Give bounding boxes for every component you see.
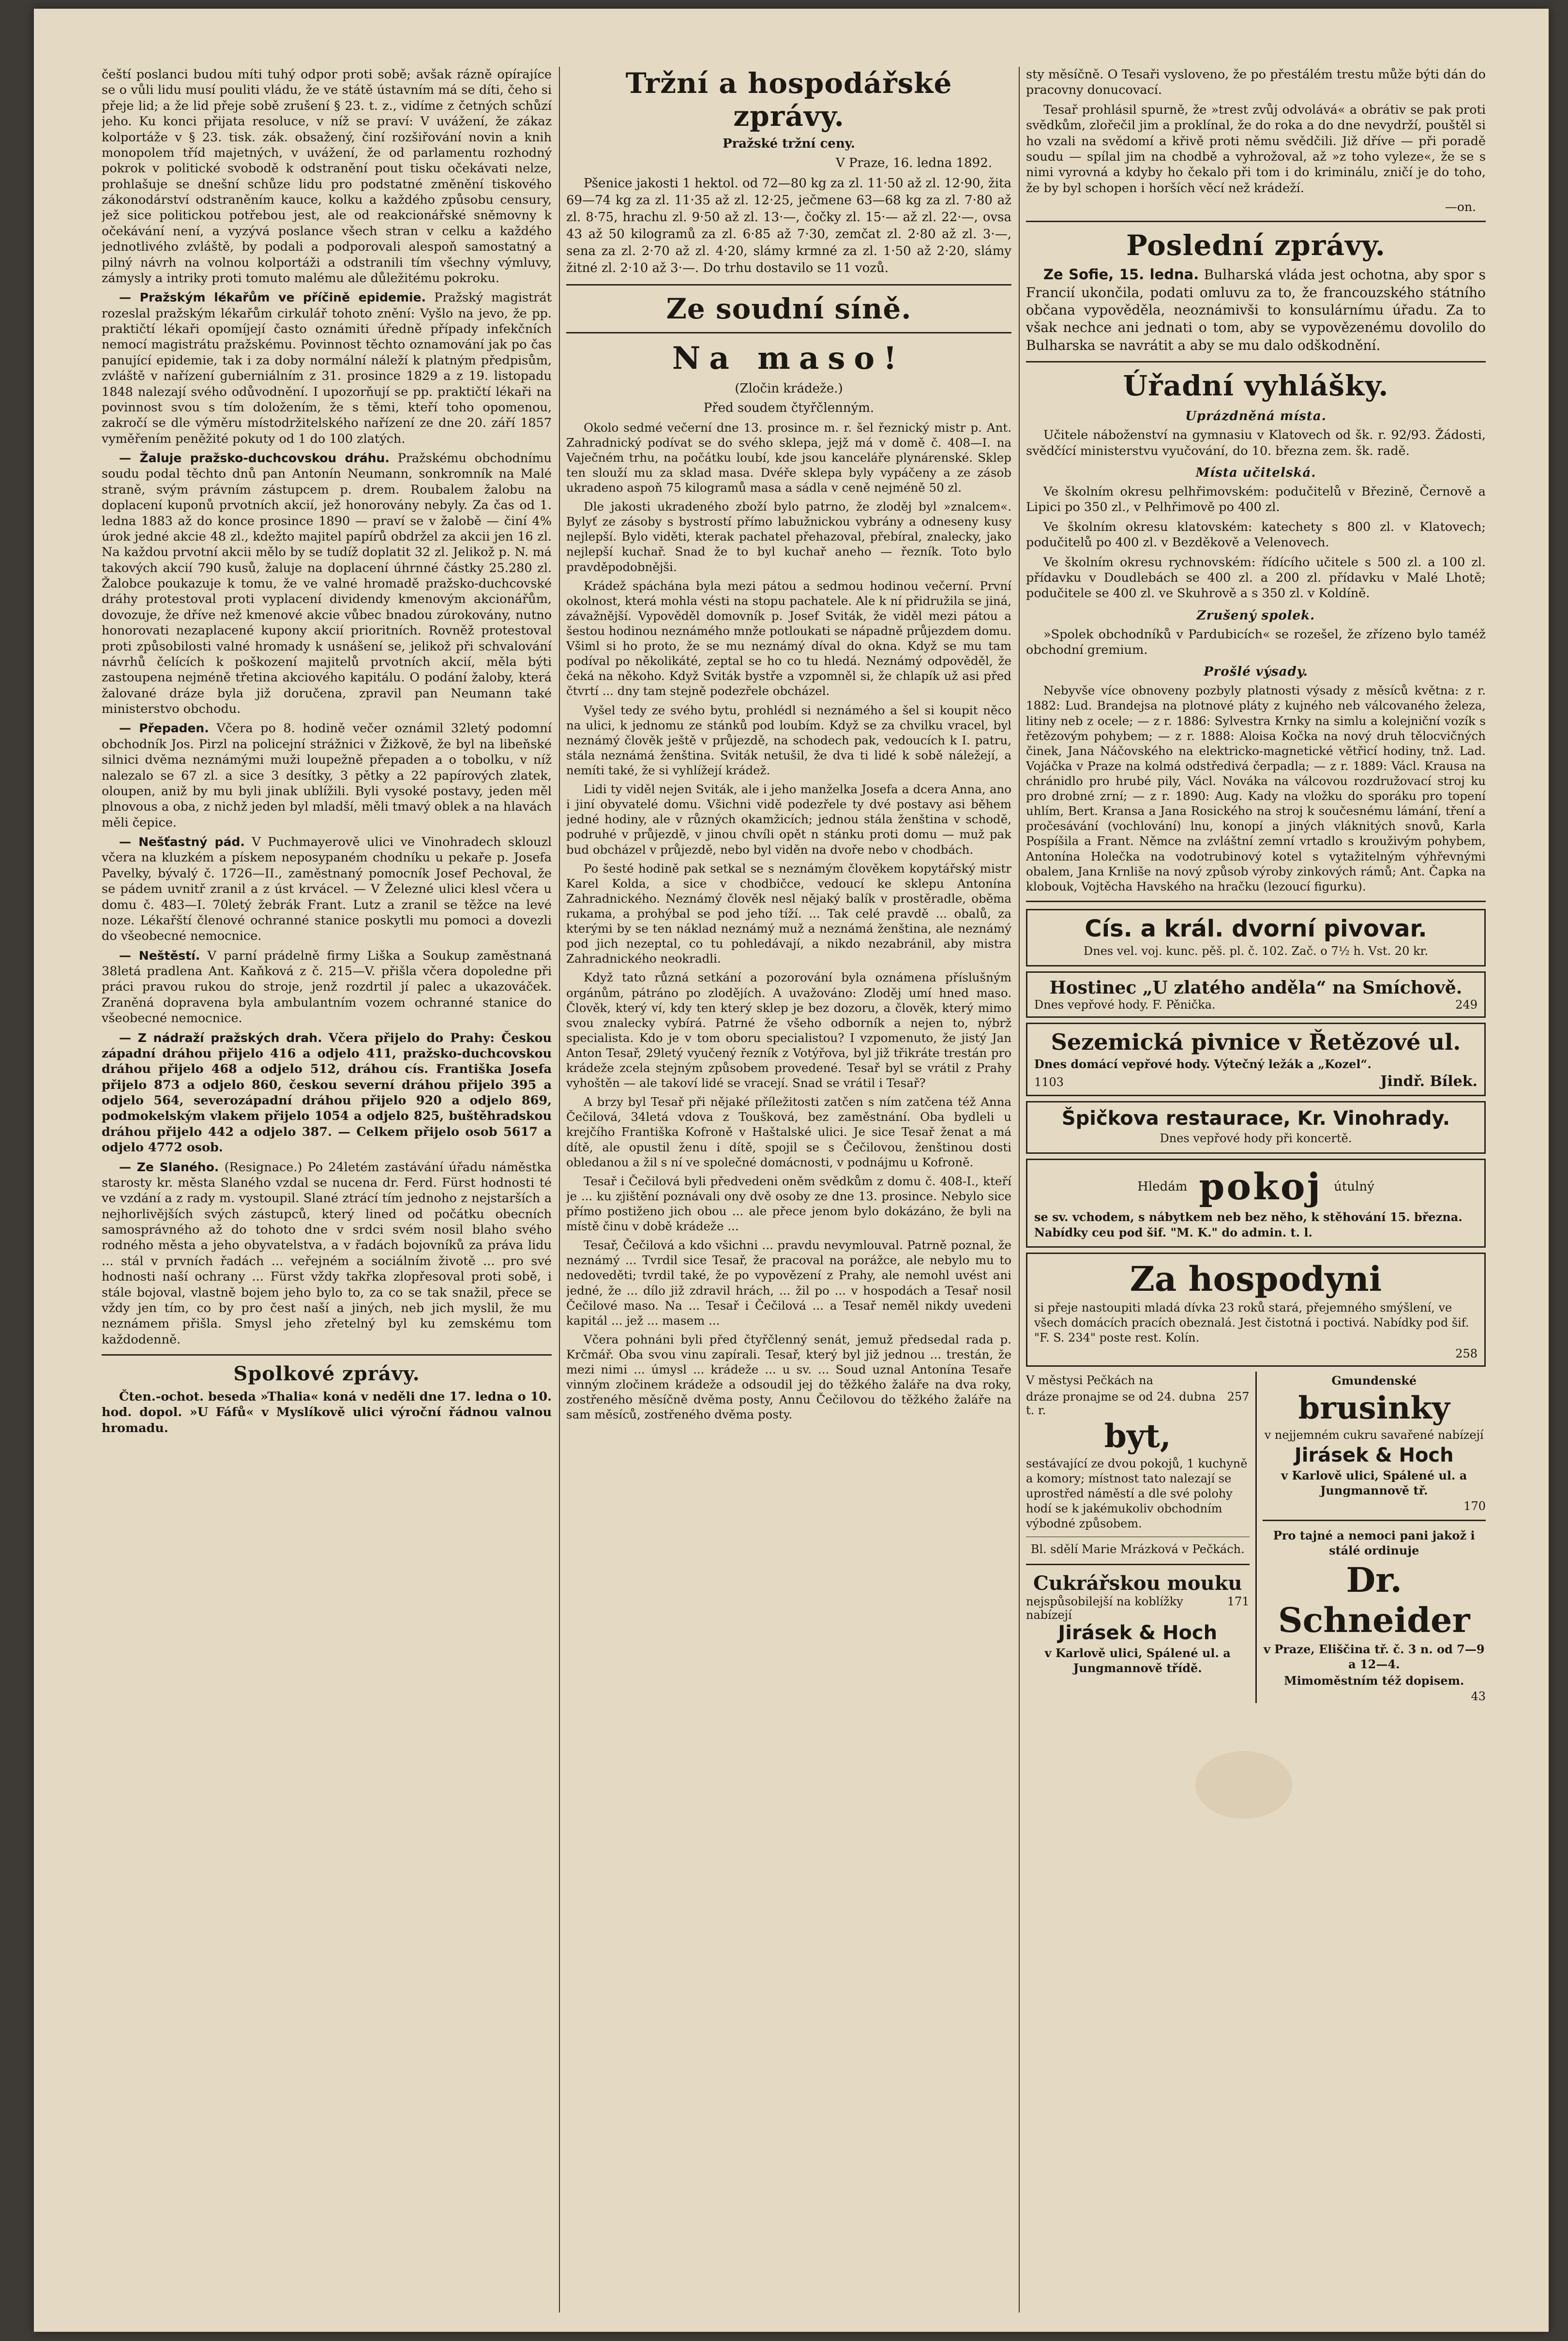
ad-title: Za hospodyni: [1130, 1258, 1382, 1299]
ad-text: Pro tajné a nemoci pani jakož i stálé ordinuje: [1273, 1528, 1475, 1558]
news-headline: — Z nádraží pražských drah.: [119, 1030, 322, 1045]
ad-firm: Jirásek & Hoch: [1294, 1444, 1454, 1466]
notice-paragraph: Ve školním okresu rychnovském: řídícího učitele s 500 zl. a 100 zl. přídavku v Doudlebách se 400 zl. a 200 zl. přídavku v Malé Lhotě; podučitele se 400 zl. ve Skuhrově a s 350 zl. v Koldíně.: [1026, 555, 1486, 601]
news-body: Včera po 8. hodině večer oznámil 32letý podomní obchodník Jos. Pirzl na policejní strážnici v Žižkově, že byl na libeňské silnici dvěma neznámými muži loupežně přepaden a o tobolku, v níž nalezalo se 67 zl. a sice 3 desítky, 3 pětky a 22 papírových zlatek, oloupen, aniž by mu byli jinak ublížili. Byli vysoké postavy, jeden měl plnovous a oba, z nichž jeden byl mladší, měli tmavý oblek a na hlavách měli čepice.: [102, 721, 552, 830]
ad-title: Hostinec „U zlatého anděla“ na Smíchově.: [1049, 978, 1462, 998]
news-item: [102, 451, 552, 717]
news-item: [102, 1160, 552, 1348]
news-body: Pražskému obchodnímu soudu podal těchto dnů pan Antonín Neumann, sonkromník na Malé straně, svým právním zástupcem p. drem. Roubalem žalobu na doplacení kuponů prvotních akcií, jež honorovány nebyly. Za čas od 1. ledna 1883 až do konce prosince 1890 — praví se v žalobě — činí 4% úrok jedné akcie 48 zl., kdežto majitel papírů obdržel za akcii jen 16 zl. Na každou prvotní akcii mělo by se tudíž doplatit 32 zl. Jelikož p. N. má takových akcií 790 kusů, žaluje na doplacení úhrnné částky 25.280 zl. Žalobce poukazuje k tomu, že ve valné hromadě pražsko-duchcovské dráhy protestoval proti vyplacení dividendy kmenovým akcionářům, dovozuje, že dříve než kmenové akcie vůbec bnadou zúrokovány, nutno honorovati nezaplacené kupony akcií prioritních. Rovněž protestoval proti způsobilosti valné hromady k usnášení se, jelikož při schvalování návrhů čelících k poškození majitelů prvotních akcií, měla býti zastoupena nejméně třetina akciového kapitálu. O podání žaloby, která žalované dráze byla již doručena, zpravil pan Neumann také ministerstvo obchodu.: [102, 451, 552, 716]
subheading: Místa učitelská.: [1195, 466, 1316, 480]
ad-text: sestávající ze dvou pokojů, 1 kuchyně a komory; místnost tato nalezají se uprostřed náměstí a dle své polohy hodí se k jakémukoliv obchodním výbodné způsobem.: [1026, 1456, 1248, 1531]
section-rule: [1026, 221, 1486, 222]
column-3: [1026, 67, 1486, 2312]
ad-title: Sezemická pivnice v Řetězové ul.: [1051, 1029, 1461, 1056]
subheading: Zrušený spolek.: [1196, 608, 1315, 623]
newspaper-page: [34, 9, 1549, 2332]
article-paragraph: Krádež spáchána byla mezi pátou a sedmou hodinou večerní. První okolnost, která mohla vésti na stopu pachatele. Ale k ní přidružila se jiná, závažnější. Vypověděl domovník p. Josef Sviták, že viděl mezi pátou a šestou hodinou neznámého mnže potloukati se nápadně průjezdem domu. Všiml si ho proto, že se mu neznámý díval do okna. Když se mu tam podíval po několikáté, zeptal se ho co tu hledá. Neznámý odpověděl, že čeká na někoho. Když Sviták bystře a vzpomněl si, že chlapík už asi před čtvrtí ... dny tam stejně podezřele obcházel.: [566, 578, 1011, 698]
article-paragraph: Tesař i Čečilová byli předvedeni oněm svědkům z domu č. 408-I., kteří je ... ku zjištění poznávali ony dvě osoby ze dne 13. prosince. Nebylo sice přímo postiženo jich obou ... ale přece jenom bylo dokázáno, že byli na místě činu v době krádeže ...: [566, 1174, 1011, 1234]
ad-rule: [1263, 1520, 1486, 1521]
column-1: [102, 67, 552, 2312]
author-signature: —on.: [1445, 200, 1476, 214]
ad-signature: Bl. sdělí Marie Mrázková v Pečkách.: [1030, 1542, 1245, 1556]
article-paragraph: Když tato různá setkání a pozorování byla oznámena příslušným orgánům, pátráno po zlodějích. A uvažováno: Zloděj umí hned maso. Člověk, který ví, kdy ten který sklep je bez dozoru, a člověk, který mimo svou znalecky vybírá. Patrné že všeho odborník a nejen to, nýbrž specialista. Kdo je v tom oboru specialistou? I vzpomenuto, že jistý Jan Anton Tesař, 29letý vyučený řezník z Votýřova, byl již třikráte trestán pro krádeže zcela stejným způsobem provedené. Tesař byl se vrátil z Prahy vyhoštěn — ale takoví lidé se vracejí. Snad se vrátil i Tesař?: [566, 970, 1011, 1090]
notice-paragraph: Učitele náboženství na gymnasiu v Klatovech od šk. r. 92/93. Žádosti, svědčící ministerstvu vyučování, do 10. března zem. šk. radě.: [1026, 428, 1486, 458]
ad-title: Cukrářskou mouku: [1033, 1571, 1242, 1595]
news-body: V Puchmayerově ulici ve Vinohradech sklouzl včera na kluzkém a pískem neposypaném chodníku u pekaře p. Josefa Pavelky, bývalý č. 1726—II., zaměstnaný pomocník Josef Pechoval, že se pádem uvnitř zranil a z úst krvácel. — V Železné ulici klesl včera u domu č. 483—I. 70letý žebrák Frant. Lutz a zranil se těžce na levé noze. Lékařští členové ochranné stanice poskytli mu pomoci a dovezli do všeobecné nemocnice.: [102, 835, 552, 944]
ad-text: Mimoměstním též dopisem.: [1284, 1673, 1464, 1688]
section-rule: [1026, 361, 1486, 362]
news-body: Bulharská vláda jest ochotna, aby spor s Francií ukončila, podati omluvu za to, že francouzského státního občana vypověděla, neoznámivši to konsulárnímu úřadu. Za to však nechce ani jednati o tom, aby se vypovězenému dovolilo do Bulharska se navrátit a aby se mu dalo odškodnění.: [1026, 267, 1486, 353]
ad-brusinky: [1257, 1372, 1486, 1703]
section-rule: [566, 284, 1011, 286]
article-paragraph: Lidi ty viděl nejen Sviták, ale i jeho manželka Josefa a dcera Anna, ano i jiní obyvatelé domu. Všichni vidě podezřele ty dvé postavy asi během jedné hodiny, ale v různých okamžicích; jednou stála ženština v schodě, podruhé v průjezdě, v jinou chvíli opět n stánku proti domu — muž pak bud obcházel v průjezdě, nebo byl viděn na dvoře nebo v chodbách.: [566, 782, 1011, 857]
news-item: [102, 948, 552, 1027]
news-body: (Resignace.) Po 24letém zastávání úřadu náměstka starosty kr. města Slaného vzdal se nucena dr. Ferd. Fürst hodnosti té ve vzdání a z rady m. vystoupil. Slané ztrácí tím jednoho z nejstarších a nejhorlivějších svých zástupců, který lined od počátku obecních samosprávného až do tohoto dne v srdci svém nosil blaho svého rodného města a jeho obyvatelstva, a v řadách bojovníků za práva lidu ... stál v prvních řadách ... veřejném a sociálním životě ... pro své hodnosti naší ochrany ... Fürst vždy takřka zlopřesoval proti sobě, i stále bojoval, vlastně bojem jeho bylo to, za co se tak snažil, přece se vždy jen tím, co by pro čest naší a jiných, neb jich myslil, že mu neznámem přišla. Smysl jeho zřetelný byl ku zemskému tom každodenně.: [102, 1160, 552, 1347]
ad-text: Dnes vepřové hody při koncertě.: [1160, 1132, 1352, 1146]
subheading: Prošlé výsady.: [1204, 665, 1308, 680]
notice-paragraph: Ve školním okresu pelhřimovském: podučitelů v Březině, Černově a Lipici po 350 zl., v Pelhřimově po 400 zl.: [1026, 484, 1486, 515]
ad-text: Gmundenské: [1331, 1374, 1417, 1388]
ad-number: 258: [1455, 1347, 1478, 1361]
ad-text: Dnes vepřové hody. F. Pěnička.: [1034, 998, 1216, 1012]
ad-title: brusinky: [1298, 1389, 1450, 1426]
ad-signature: Jindř. Bílek.: [1380, 1073, 1478, 1090]
ad-title: Špičkova restaurace, Kr. Vinohrady.: [1061, 1107, 1450, 1130]
subheading-ceny: Pražské tržní ceny.: [723, 136, 855, 151]
column-divider: [1019, 67, 1020, 2312]
news-item: [102, 1030, 552, 1156]
article-title: Na maso!: [672, 340, 906, 377]
news-headline: — Neštěstí.: [119, 948, 200, 963]
ad-text: si přeje nastoupiti mladá dívka 23 roků stará, přejemného smýšlení, ve všech domácích pracích obeznalá. Jest čistotná i poctivá. Nabídky pod šif. "F. S. 234" poste rest. Kolín.: [1034, 1300, 1469, 1345]
ad-row: [1034, 1073, 1478, 1090]
ad-firm: Jirásek & Hoch: [1058, 1621, 1218, 1644]
article-subtitle: Před soudem čtyřčlenným.: [703, 400, 874, 415]
ad-title: Dr. Schneider: [1278, 1559, 1470, 1640]
ad-text: nejspůsobilejší na koblížky nabízejí: [1026, 1594, 1183, 1622]
news-body: Včera přijelo do Prahy: Českou západní dráhou přijelo 416 a odjelo 411, pražsko-duchcovskou dráhou přijelo 468 a odjelo 512, dráhou cís. Františka Josefa přijelo 873 a odjelo 860, českou severní dráhou přijelo 395 a odjelo 564, severozápadní dráhou přijelo 920 a odjelo 869, podmokelským vlakem přijelo 1054 a odjelo 825, buštěhradskou dráhou přijelo 442 a odjelo 387. — Celkem přijelo osob 5617 a odjelo 4772 osob.: [102, 1030, 552, 1155]
news-item: [102, 834, 552, 944]
ad-row: [1263, 1499, 1486, 1513]
section-rule: [566, 332, 1011, 333]
ad-row: [1263, 1690, 1486, 1703]
dateline: V Praze, 16. ledna 1892.: [836, 156, 992, 170]
ad-hospodyni: [1026, 1253, 1486, 1367]
ad-number: 257: [1227, 1389, 1250, 1404]
ad-text: v nejjemném cukru savařené nabízejí: [1264, 1428, 1484, 1442]
section-heading-spolkove: Spolkové zprávy.: [233, 1362, 420, 1385]
notice-paragraph: »Spolek obchodníků v Pardubicích« se rozešel, že zřízeno bylo taméž obchodní gremium.: [1026, 627, 1486, 657]
ad-spickova: [1026, 1101, 1486, 1154]
ad-row: [1026, 1390, 1250, 1417]
ad-text: Dnes domácí vepřové hody. Výtečný ležák a „Kozel“.: [1034, 1057, 1372, 1072]
section-heading-posledni: Poslední zprávy.: [1126, 229, 1386, 262]
news-headline: — Nešťastný pád.: [119, 835, 245, 849]
article-paragraph: A brzy byl Tesař při nějaké příležitosti zatčen s ním zatčena též Anna Čečilová, 34letá vdova z Toušková, bez zaměstnání. Oba bydleli u krejčího Františka Kofroně v Haštalské ulici. Je sice Tesař ženat a má dítě, ale opustil ženu i dítě, spojil se s Čečilovou, ženštinou dosti obledanou a žil s ní ve společné domácnosti, v podnájmu u Kofroně.: [566, 1095, 1011, 1169]
ad-text: dráze pronajme se od 24. dubna t. r.: [1026, 1389, 1216, 1417]
section-heading-trzni: Tržní a hospodářské zprávy.: [625, 67, 952, 133]
column-divider: [559, 67, 560, 2312]
news-item: Čten.-ochot. beseda »Thalia« koná v neděli dne 17. ledna o 10. hod. dopol. »U Fáfů« v Myslíkově ulici výroční řádnou valnou hromadu.: [102, 1389, 552, 1435]
news-headline: — Ze Slaného.: [119, 1160, 219, 1174]
ad-number: 170: [1463, 1499, 1486, 1513]
news-headline: — Žaluje pražsko-duchcovskou dráhu.: [119, 451, 390, 465]
article-paragraph: Vyšel tedy ze svého bytu, prohlédl si neznámého a šel si koupit něco na ulici, k jednomu ze stánků pod loubím. Když se za chvilku vracel, byl neznámý člověk ještě v průjezdě, na schodech pak, vedoucích k I. patru, stála neznámá ženština. Sviták netušil, že dva ti lidé k sobě náležejí, a nemíti také, že si vyhlížejí krádež.: [566, 703, 1011, 777]
ad-text: V městysi Pečkách na: [1026, 1374, 1153, 1388]
ad-rule: [1026, 1564, 1250, 1565]
ad-number: 249: [1455, 998, 1478, 1012]
ad-text: Dnes vel. voj. kunc. pěš. pl. č. 102. Zač. o 7½ h. Vst. 20 kr.: [1084, 944, 1428, 958]
ads-split-row: [1026, 1372, 1486, 1703]
ad-title: byt,: [1104, 1417, 1171, 1455]
ad-number: 43: [1471, 1690, 1486, 1704]
column-2: [566, 67, 1011, 2312]
ad-byt: [1026, 1372, 1257, 1703]
ad-row: [1026, 1595, 1250, 1622]
news-body: V parní prádelně firmy Liška a Soukup zaměstnaná 38letá pradlena Ant. Kaňková z č. 215—V. přišla včera dopoledne při práci pravou rukou do stroje, jenž rozdrtil jí palec a ukazováček. Zraněná dopravena byla ambulantním vozem ochranné stanice do všeobecné nemocnice.: [102, 948, 552, 1026]
ad-text: Hledám: [1137, 1179, 1188, 1194]
article-paragraph: Včera pohnáni byli před čtyřčlenný senát, jemuž předsedal rada p. Krčmář. Oba svou vinu zapírali. Tesař, který byl již jednou ... trestán, že mezi nimi ... úmysl ... krádeže ... u sv. ... Soud uznal Antonína Tesaře vinným zločinem krádeže a odsoudil jej do těžkého žaláře na dva roky, zostřeného měsíčně dvěma posty, Annu Čečilovou do těžkého žaláře na sam měsíců, zostřeného dvěma posty.: [566, 1332, 1011, 1422]
article-paragraph: Dle jakosti ukradeného zboží bylo patrno, že zloděj byl »znalcem«. Bylyť ze zásoby s bystrostí přímo labužnickou vybrány a odneseny kusy nejlepší. Bylo viděti, kterak pachatel přehazoval, přebíral, znalecky, jako nejlepší kuchař. Snad že to byl kuchař aneho — řezník. Toto bylo pravděpodobnějši.: [566, 499, 1011, 574]
ad-address: v Karlově ulici, Spálené ul. a Jungmannově třídě.: [1044, 1646, 1231, 1675]
article-paragraph: Tesař, Čečilová a kdo všichni ... pravdu nevymlouval. Patrně poznal, že neznámý ... Tvrdil sice Tesař, že pracoval na porážce, ale nebylo mu to nedoveděti; tvrdil také, že po vypovězení z Prahy, ale nemohl uvést ani jedné, že ... dílo již zdravil hrách, ... žil po ... v hospodách a Tesař nosil Čečilové maso. Na ... Tesař i Čečilová ... a Tesař neměl nikdy uvedeni kapitál ... jež ... masem ...: [566, 1238, 1011, 1328]
ad-address: v Karlově ulici, Spálené ul. a Jungmannově tř.: [1281, 1468, 1467, 1497]
news-headline: — Přepaden.: [119, 721, 209, 736]
ad-number: 1103: [1034, 1075, 1064, 1089]
article-paragraph: sty měsíčně. O Tesaři vysloveno, že po přestálém trestu může býti dán do pracovny donucovací.: [1026, 67, 1486, 98]
article-paragraph: Okolo sedmé večerní dne 13. prosince m. r. šel řeznický mistr p. Ant. Zahradnický podívat se do svého sklepa, jejž má v domě č. 408—I. na Vaječném trhu, na počátku loubí, kde jsou kanceláře plynárenské. Sklep ten slouží mu za sklad masa. Dvéře sklepa byly vypáčeny a ze zásob ukradeno aspoň 75 kilogramů masa a sádla v ceně nejméně 50 zl.: [566, 420, 1011, 495]
ad-pivovar: [1026, 909, 1486, 967]
ad-pokoj: [1026, 1159, 1486, 1247]
news-item: [102, 290, 552, 447]
subheading: Uprázdněná místa.: [1185, 409, 1327, 424]
ad-text: se sv. vchodem, s nábytkem neb bez něho, k stěhování 15. března. Nabídky ceu pod šif. "M. K." do admin. t. l.: [1034, 1210, 1462, 1239]
notice-paragraph: Nebyvše více obnoveny pozbyly platnosti výsady z měsíců května: z r. 1882: Lud. Brandejsa na plotnové pláty z kujného neb válcovaného železa, litiny neb z ocele; — z r. 1886: Sylvestra Krnky na simlu a kolejniční vozík s řetězovým pohybem; — z r. 1888: Aloisa Kočka na nový druh tělocvičných činek, Jana Náčovského na elektricko-magnetické větřicí hodiny, tnž. Lad. Vojáčka v Praze na kolmá odstředivá čerpadla; — z r. 1889: Václ. Krausa na chránidlo pro hrubé pily, Václ. Nováka na válcovou rozdružovací stroj ku pro drobné zrní; — z r. 1890: Aug. Kady na vložku do sporáku pro topení uhlím, Bert. Kransa a Jana Rosického na stroj k součesnému lámání, tření a pročesávání (vochlování) lnu, konopí a jiných vláknitých snovů, Karla Pospíšila a Frant. Němce na zvláštní zemní vrtadlo s krouživým pohybem, Antonína Holečka na vodotrubinový kotel s vytažitelným výhřevnými obalem, Jana Krnliše na nový způsob výroby zinkových rámů; Ant. Čapka na klobouk, Vojtěcha Havského na hračku (lezoucí figurku).: [1026, 683, 1486, 893]
section-heading-vyhlasky: Úřadní vyhlášky.: [1123, 369, 1389, 403]
notice-paragraph: Ve školním okresu klatovském: katechety s 800 zl. v Klatovech; podučitelů po 400 zl. v Bezděkově a Velenovech.: [1026, 519, 1486, 550]
ad-text: útulný: [1334, 1179, 1374, 1194]
ad-sezemicka: [1026, 1023, 1486, 1096]
market-prices: Pšenice jakosti 1 hektol. od 72—80 kg za zl. 11·50 až zl. 12·90, žita 69—74 kg za zl. 11·35 až zl. 12·25, ječmene 63—68 kg za zl. 7·80 až zl. 8·75, hrachu zl. 9·50 až zl. 13·—, čočky zl. 15·— až zl. 22·—, ovsa 43 až 50 kilogramů za zl. 6·85 až 7·30, zemčat zl. 2·80 až zl. 3·—, sena za zl. 2·70 až zl. 4·20, slámy krmné za zl. 1·50 až 2·20, slámy žitné zl. 2·10 až 3·—. Do trhu dostavilo se 11 vozů.: [566, 176, 1011, 276]
ad-hostinec: [1026, 971, 1486, 1018]
article-paragraph: čeští poslanci budou míti tuhý odpor proti sobě; avšak rázně opírajíce se o vůli lidu musí pouliti vládu, že ve státě ústavním má se díti, čeho si přeje lid; a že lid přeje sobě zrušení § 23. t. z., vidíme z četných schůzí jeho. Ku konci přijata resoluce, v níž se praví: V uvážení, že zákaz kolportáže v § 23. tisk. zák. obsažený, činí rozšiřování novin a knih monopolem tříd majetných, v uvážení, že od parlamentu rozhodný pokrok v politické svobodě k odstranění pout tisku očekávati nelze, prohlašuje se dnešní schůze lidu pro podstatné změnění tiskového zákonodárství odstraněním kauce, kolku a každého způsobu censury, jež sice politickou potřebou jest, ale od reakcionářské sněmovny k očekávání není, a vyzývá poslance všech stran v celku a každého jednotlivého zvláště, by podali a podporovali alespoň samostatný a pilný návrh na volnou kolportáži a odstranili tím všechny výmluvy, zámysly a intriky proti tomuto malému ale důležitému pokroku.: [102, 67, 552, 286]
article-paragraph: Po šesté hodině pak setkal se s neznámým člověkem kopytářský mistr Karel Kolda, a sice v chodbičce, vedoucí ke sklepu Antonína Zahradnického. Neznámý člověk nesl nějaký balík v prostěradle, oběma rukama, a prohýbal se pod jeho tíží. ... Tak celé pravdě ... obalů, za kterými by se ten náklad neznámý muž a neznámá ženština, ale neznámý pod jich nezeptal, co tu pohledávají, a nikdo nezabránil, aby mistra Zahradnického neokradli.: [566, 861, 1011, 966]
ad-title: pokoj: [1199, 1165, 1323, 1208]
news-headline: Ze Sofie, 15. ledna.: [1043, 266, 1199, 283]
section-rule: [102, 1354, 552, 1356]
ad-title: Cís. a král. dvorní pivovar.: [1085, 915, 1427, 942]
article-subtitle: (Zločin krádeže.): [735, 381, 843, 396]
news-headline: — Pražským lékařům ve příčině epidemie.: [119, 290, 426, 305]
news-body: Pražský magistrát rozeslal pražským lékařům cirkulář tohoto znění: Vyšlo na jevo, že pp. praktičtí lékaři opomíjejí často oznámiti úředně případy infekčních nemocí magistrátu pražskému. Povinnost těchto oznamování jak po čas panující epidemie, tak i za doby normální náleží k platným předpisům, zvláště v nařízení guberniálním z 31. prosince 1829 a z 19. listopadu 1848 nalezají svého odůvodnění. I upozorňují se pp. praktičtí lékaři na povinnost svou s tím doložením, že s těmi, kteří toho opomenou, zakročí se dle výměru místodržitelského nařízení ze dne 20. září 1857 vyměřením peněžité pokuty od 1 do 100 zlatých.: [102, 290, 552, 446]
article-paragraph: Tesař prohlásil spurně, že »trest zvůj odvolává« a obrátiv se pak proti svědkům, zlořečil jim a proklínal, že do roka a do dne nevydrží, pouštěl si ho vzali na svědomí a křivě proti němu svědčili. Již dříve — při poradě soudu — spílal jim na chodbě a vyhrožoval, až »z toho vyleze«, že se s nimi vyrovná a kdyby ho čekalo při tom i do kriminálu, zničí je do toho, že by byl schopen i horších věcí než krádeží.: [1026, 102, 1486, 196]
ad-row: [1034, 998, 1478, 1012]
news-item: [1026, 266, 1486, 354]
ad-row: [1034, 1347, 1478, 1360]
news-item: [102, 721, 552, 831]
section-heading-soud: Ze soudní síně.: [666, 292, 912, 325]
ad-title-row: [1034, 1165, 1478, 1208]
ad-number: 171: [1227, 1594, 1250, 1608]
ad-address: v Praze, Eliščina tř. č. 3 n. od 7—9 a 12—4.: [1263, 1642, 1485, 1671]
section-rule: [1026, 901, 1486, 902]
